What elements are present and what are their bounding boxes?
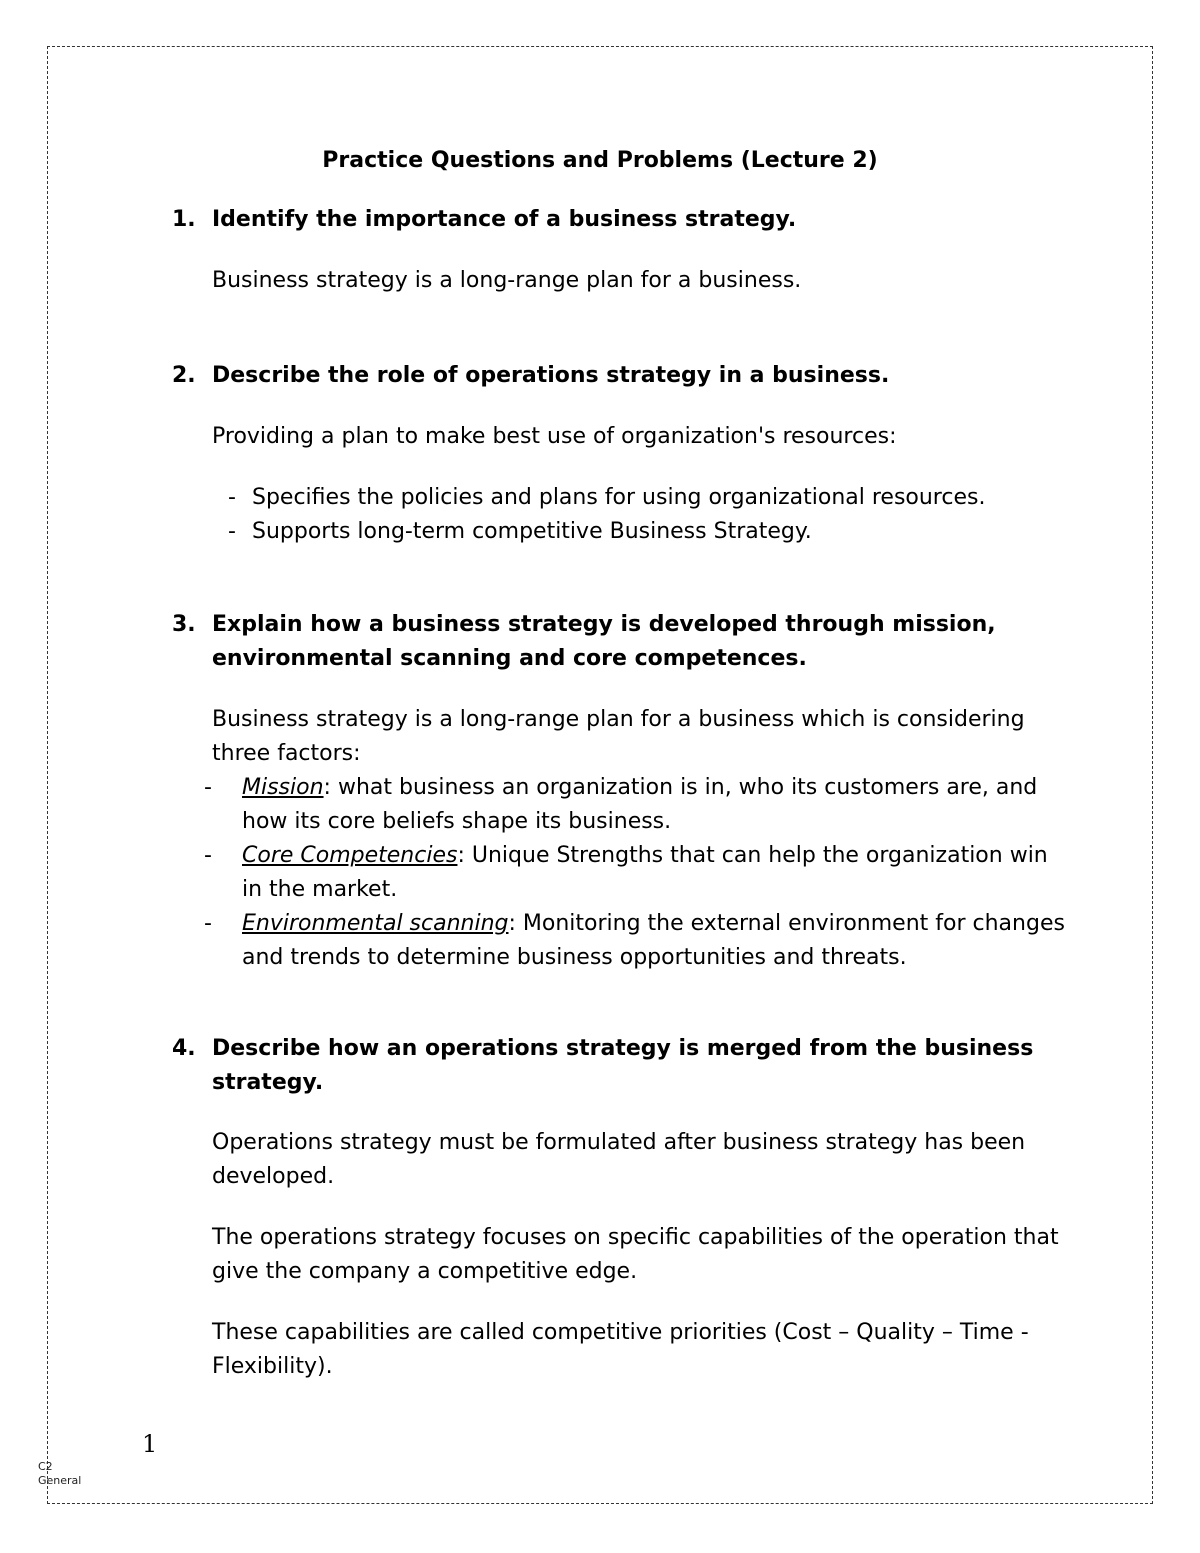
list-item [212,515,1072,549]
list-item [212,481,1072,515]
list-item [172,771,1072,839]
bullet-dash: - [228,519,236,544]
bullet-text: Specifies the policies and plans for using organizational resources. [252,485,986,510]
bullet-dash: - [228,485,236,510]
bullet-dash: - [204,775,212,800]
page-title: Practice Questions and Problems (Lecture 2) [322,148,878,173]
page-number: 1 [142,1430,158,1458]
bullet-text: Supports long-term competitive Business Strategy. [252,519,812,544]
question-2 [172,359,1072,393]
factor-desc: : Monitoring the external environment for changes and trends to determine business opportunities and threats. [242,911,1065,970]
answer-4-para-1: Operations strategy must be formulated after business strategy has been developed. [212,1130,1026,1189]
answer-2: Providing a plan to make best use of organization's resources: [212,424,897,449]
bullet-dash: - [204,843,212,868]
factor-desc: : Unique Strengths that can help the organization win in the market. [242,843,1048,902]
factor-term: Mission [242,775,324,800]
answer-4-para-3: These capabilities are called competitive priorities (Cost – Quality – Time - Flexibility). [212,1320,1029,1379]
bullet-dash: - [204,911,212,936]
answer-4-para-2: The operations strategy focuses on specific capabilities of the operation that give the company a competitive edge. [212,1225,1059,1284]
factor-term: Environmental scanning [242,911,509,936]
question-text: Explain how a business strategy is developed through mission, environmental scanning and core competences. [212,612,996,671]
question-4 [172,1032,1072,1100]
question-text: Identify the importance of a business strategy. [212,207,797,232]
question-1 [172,203,1072,237]
answer-3 [204,703,1072,975]
factor-term: Core Competencies [242,843,458,868]
question-number: 4. [172,1036,196,1061]
answer-1: Business strategy is a long-range plan for a business. [212,268,802,293]
question-number: 2. [172,363,196,388]
list-item [172,907,1072,975]
question-number: 1. [172,207,196,232]
list-item [172,839,1072,907]
question-text: Describe how an operations strategy is merged from the business strategy. [212,1036,1034,1095]
question-3 [172,608,1072,676]
answer-2-bullets [212,481,1072,549]
question-number: 3. [172,612,196,637]
answer-text: Business strategy is a long-range plan for a business which is considering three factors: [212,707,1025,766]
factor-desc: : what business an organization is in, who its customers are, and how its core beliefs shape its business. [242,775,1038,834]
classification-label: C2 General [38,1460,82,1487]
question-text: Describe the role of operations strategy in a business. [212,363,890,388]
